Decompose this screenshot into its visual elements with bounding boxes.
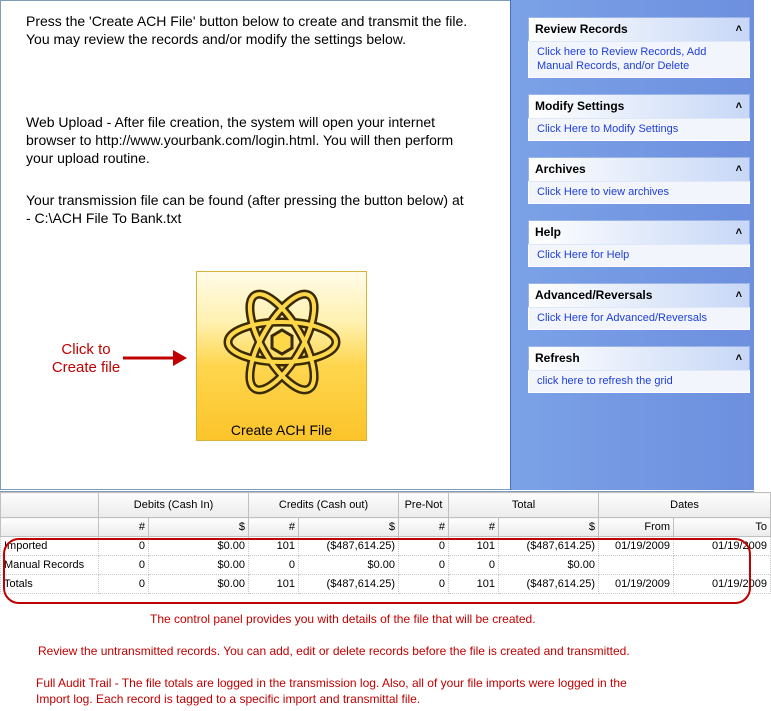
debits-count-header[interactable]: #	[99, 518, 149, 537]
create-ach-file-label: Create ACH File	[230, 422, 333, 438]
refresh-grid-link[interactable]: click here to refresh the grid	[537, 375, 673, 387]
prenote-count-cell: 0	[399, 556, 449, 575]
row-label: Totals	[1, 575, 99, 594]
date-from-cell: 01/19/2009	[599, 575, 674, 594]
debits-amount-cell: $0.00	[149, 537, 249, 556]
date-to-header[interactable]: To	[674, 518, 771, 537]
grid-group-header-row	[1, 493, 771, 518]
total-header[interactable]: Total	[449, 493, 599, 518]
credits-amount-cell: ($487,614.25)	[299, 537, 399, 556]
group-advanced-reversals	[528, 283, 750, 330]
debits-amount-header[interactable]: $	[149, 518, 249, 537]
collapse-chevron-icon[interactable]: ˄	[735, 289, 742, 301]
credits-amount-header[interactable]: $	[299, 518, 399, 537]
group-body-advanced-reversals	[528, 307, 750, 330]
task-pane	[510, 0, 754, 490]
instruction-panel	[0, 0, 511, 490]
dates-header[interactable]: Dates	[599, 493, 771, 518]
group-header-help[interactable]	[528, 220, 750, 244]
total-amount-header[interactable]: $	[499, 518, 599, 537]
debits-count-cell: 0	[99, 556, 149, 575]
review-records-link[interactable]: Click here to Review Records, Add Manual Records, and/or Delete	[537, 46, 707, 72]
date-to-cell: 01/19/2009	[674, 575, 771, 594]
group-title: Archives	[535, 162, 586, 176]
control-panel-note: The control panel provides you with details of the file that will be created.	[150, 612, 536, 626]
table-row[interactable]	[1, 556, 771, 575]
collapse-chevron-icon[interactable]: ˄	[735, 163, 742, 175]
audit-trail-note: Full Audit Trail - The file totals are logged in the transmission log. Also, all of your file imports were logged in the Import log. Each record is tagged to a specific import and transmittal file.	[36, 676, 627, 706]
instruction-create-text: Press the 'Create ACH File' button below to create and transmit the file. You may review the records and/or modify the settings below.	[26, 13, 468, 47]
credits-count-cell: 101	[249, 575, 299, 594]
total-amount-cell: ($487,614.25)	[499, 575, 599, 594]
group-body-archives	[528, 181, 750, 204]
group-body-review-records	[528, 41, 750, 78]
total-count-cell: 101	[449, 575, 499, 594]
advanced-reversals-link[interactable]: Click Here for Advanced/Reversals	[537, 312, 707, 324]
group-title: Advanced/Reversals	[535, 288, 653, 302]
grid-sub-header-row	[1, 518, 771, 537]
debits-amount-cell: $0.00	[149, 575, 249, 594]
group-body-help	[528, 244, 750, 267]
debits-count-cell: 0	[99, 537, 149, 556]
group-modify-settings	[528, 94, 750, 141]
total-count-cell: 101	[449, 537, 499, 556]
date-from-cell: 01/19/2009	[599, 537, 674, 556]
credits-count-header[interactable]: #	[249, 518, 299, 537]
collapse-chevron-icon[interactable]: ˄	[735, 352, 742, 364]
help-link[interactable]: Click Here for Help	[537, 249, 630, 261]
debits-amount-cell: $0.00	[149, 556, 249, 575]
atom-icon	[220, 280, 344, 404]
row-label: Manual Records	[1, 556, 99, 575]
group-header-archives[interactable]	[528, 157, 750, 181]
prenote-count-cell: 0	[399, 537, 449, 556]
date-to-cell	[674, 556, 771, 575]
date-from-header[interactable]: From	[599, 518, 674, 537]
table-row[interactable]	[1, 537, 771, 556]
modify-settings-link[interactable]: Click Here to Modify Settings	[537, 123, 679, 135]
table-row[interactable]	[1, 575, 771, 594]
grid-corner-header	[1, 493, 99, 518]
group-refresh	[528, 346, 750, 393]
arrow-right-icon	[123, 347, 189, 369]
date-from-cell	[599, 556, 674, 575]
create-ach-file-button[interactable]	[196, 271, 367, 441]
collapse-chevron-icon[interactable]: ˄	[735, 226, 742, 238]
group-title: Review Records	[535, 22, 628, 36]
prenote-count-header[interactable]: #	[399, 518, 449, 537]
group-title: Modify Settings	[535, 99, 625, 113]
instruction-file-location-text: Your transmission file can be found (after pressing the button below) at - C:\ACH File To Bank.txt	[26, 192, 464, 226]
instruction-web-upload-text: Web Upload - After file creation, the system will open your internet browser to http://www.yourbank.com/login.html. You will then perform your upload routine.	[26, 114, 454, 166]
credits-amount-cell: ($487,614.25)	[299, 575, 399, 594]
total-count-cell: 0	[449, 556, 499, 575]
group-review-records	[528, 17, 750, 78]
credits-count-cell: 101	[249, 537, 299, 556]
group-help	[528, 220, 750, 267]
group-body-modify-settings	[528, 118, 750, 141]
date-to-cell: 01/19/2009	[674, 537, 771, 556]
total-amount-cell: $0.00	[499, 556, 599, 575]
collapse-chevron-icon[interactable]: ˄	[735, 23, 742, 35]
debits-count-cell: 0	[99, 575, 149, 594]
group-body-refresh	[528, 370, 750, 393]
credits-header[interactable]: Credits (Cash out)	[249, 493, 399, 518]
summary-grid	[0, 491, 768, 601]
total-amount-cell: ($487,614.25)	[499, 537, 599, 556]
group-archives	[528, 157, 750, 204]
row-label: Imported	[1, 537, 99, 556]
group-header-modify-settings[interactable]	[528, 94, 750, 118]
review-records-note: Review the untransmitted records. You can add, edit or delete records before the file is created and transmitted.	[38, 644, 630, 658]
grid-label-subheader	[1, 518, 99, 537]
prenote-header[interactable]: Pre-Not	[399, 493, 449, 518]
credits-count-cell: 0	[249, 556, 299, 575]
archives-link[interactable]: Click Here to view archives	[537, 186, 670, 198]
prenote-count-cell: 0	[399, 575, 449, 594]
group-title: Refresh	[535, 351, 580, 365]
group-header-advanced-reversals[interactable]	[528, 283, 750, 307]
group-header-review-records[interactable]	[528, 17, 750, 41]
credits-amount-cell: $0.00	[299, 556, 399, 575]
debits-header[interactable]: Debits (Cash In)	[99, 493, 249, 518]
total-count-header[interactable]: #	[449, 518, 499, 537]
collapse-chevron-icon[interactable]: ˄	[735, 100, 742, 112]
group-header-refresh[interactable]	[528, 346, 750, 370]
click-to-create-callout: Click to Create file	[51, 341, 121, 376]
group-title: Help	[535, 225, 562, 239]
